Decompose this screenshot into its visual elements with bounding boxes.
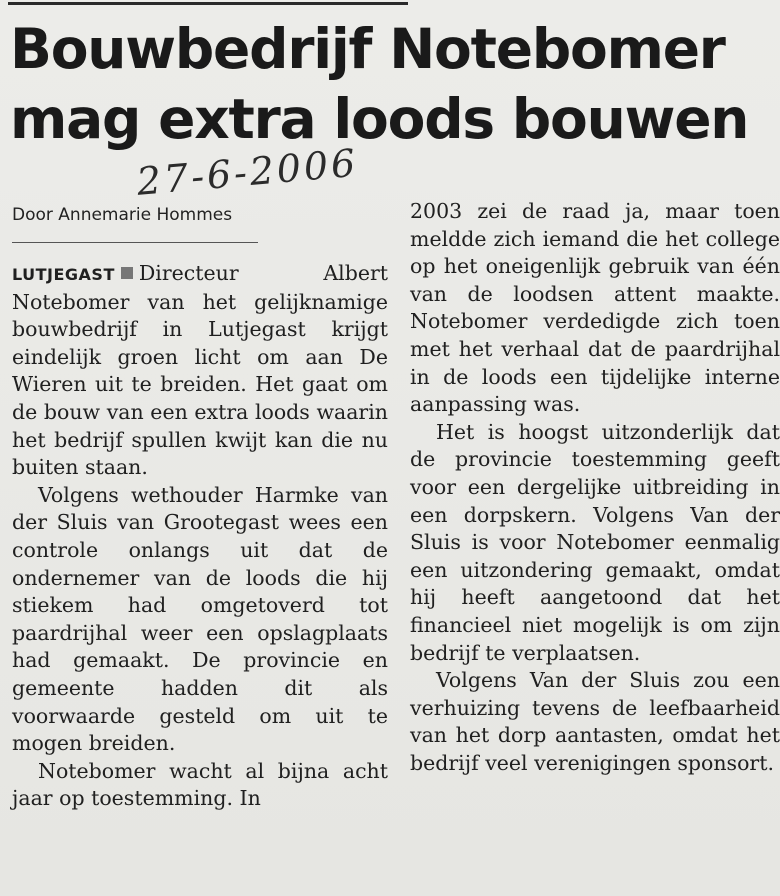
article-column-right (410, 198, 780, 777)
byline-divider (12, 242, 258, 243)
paragraph-6: Volgens Van der Sluis zou een verhuizing tevens de leefbaarheid van het dorp aantasten, omdat het bedrijf veel verenigingen sponsort. (410, 668, 780, 775)
paragraph-4: 2003 zei de raad ja, maar toen meldde zich iemand die het college op het oneigenlijk gebruik van één van de loodsen attent maakte. Notebomer verdedigde zich toen met het verhaal dat de paardrijhal in de loods een tijdelijke interne aanpassing was. (410, 199, 780, 417)
article-column-left (12, 260, 388, 813)
byline: Door Annemarie Hommes (12, 205, 233, 225)
handwritten-date: 27-6-2006 (135, 140, 360, 204)
paragraph-5: Het is hoogst uitzonderlijk dat de provincie toestemming geeft voor een dergelijke uitbreiding in een dorpskern. Volgens Van der Sluis is voor Notebomer eenmalig een uitzondering gemaakt, omdat hij heeft aangetoond dat het financieel niet mogelijk is om zijn bedrijf te verplaatsen. (410, 419, 780, 665)
dateline: LUTJEGAST (12, 265, 115, 284)
headline (10, 14, 780, 154)
paragraph-2: Volgens wethouder Harmke van der Sluis van Grootegast wees een controle onlangs uit dat de ondernemer van de loods die hij stiekem had omgetoverd tot paardrijhal weer een opslagplaats had gemaakt. De provincie en gemeente hadden dit als voorwaarde gesteld om uit te mogen breiden. (12, 482, 388, 756)
headline-line-2: mag extra loods bouwen (10, 87, 749, 151)
dateline-square-icon (121, 267, 133, 279)
paragraph-1-text: Directeur Albert Notebomer van het gelijknamige bouwbedrijf in Lutjegast krijgt eindelijk groen licht om aan De Wieren uit te breiden. Het gaat om de bouw van een extra loods waarin het bedrijf spullen kwijt kan die nu buiten staan. (12, 261, 388, 480)
headline-line-1: Bouwbedrijf Notebomer (10, 17, 725, 81)
paragraph-3: Notebomer wacht al bijna acht jaar op toestemming. In (12, 758, 388, 811)
top-rule (8, 2, 408, 5)
paragraph-1 (12, 260, 388, 482)
